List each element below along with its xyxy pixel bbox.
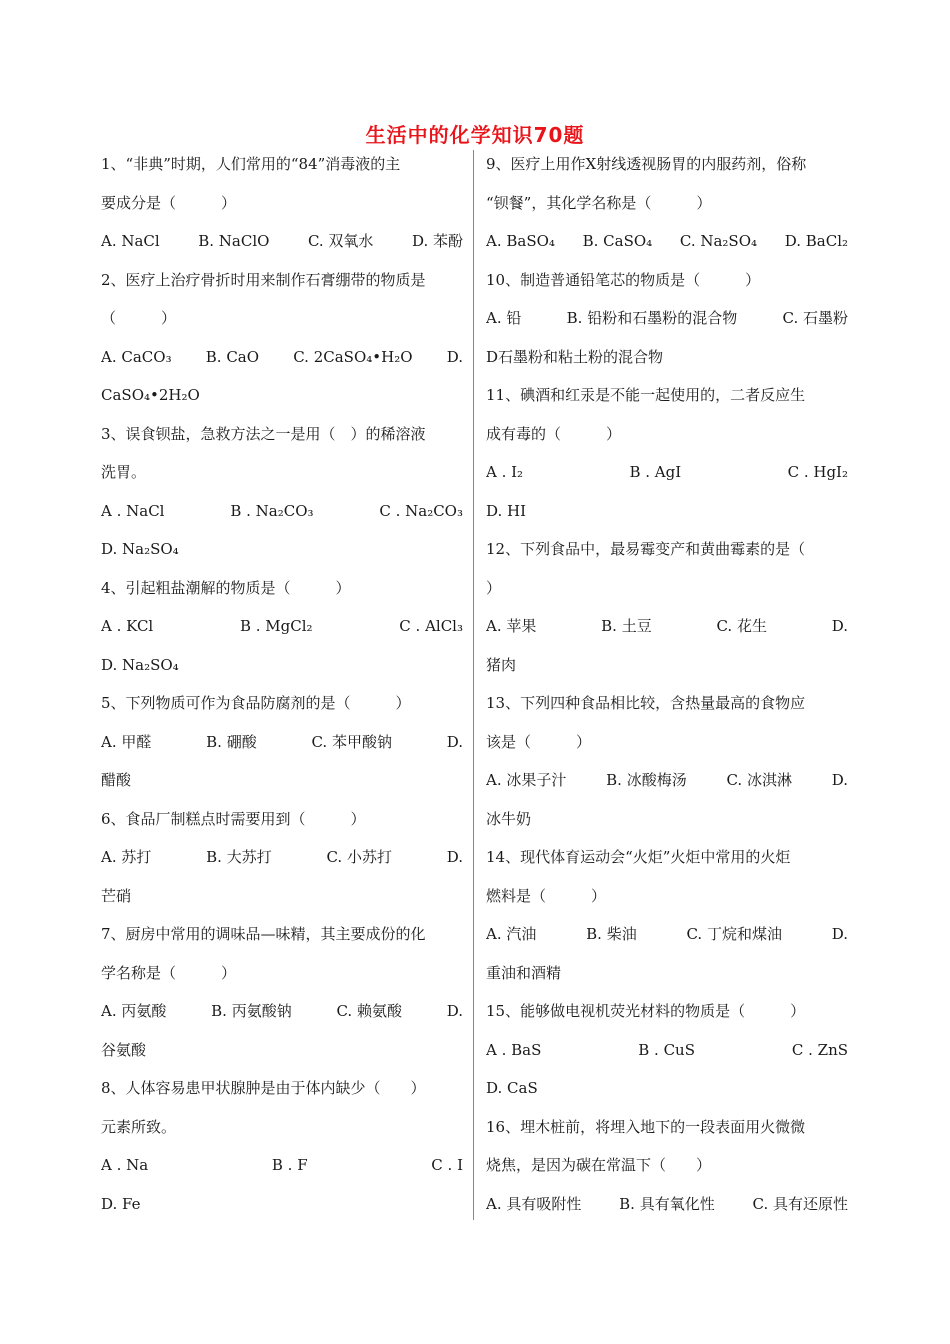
question-text: 元素所致。 (101, 1117, 177, 1136)
answer-options (486, 453, 848, 492)
question-text: 12、下列食品中，最易霉变产和黄曲霉素的是（ (486, 540, 806, 558)
option: A. 丙氨酸 (101, 1002, 167, 1020)
option: A. BaSO₄ (486, 232, 555, 250)
question-text: 猪肉 (486, 655, 517, 674)
question-text: 醋酸 (101, 771, 132, 789)
answer-options (486, 1031, 848, 1070)
question-text: 13、下列四种食品相比较，含热量最高的食物应 (486, 694, 806, 712)
option: D. 苯酚 (411, 232, 463, 250)
question-text: 4、引起粗盐潮解的物质是（ ） (101, 578, 351, 597)
option: D. (831, 771, 848, 789)
option: A . BaS (486, 1040, 542, 1059)
question-text: 11、碘酒和红汞是不能一起使用的，二者反应生 (486, 386, 806, 404)
question-text: 15、能够做电视机荧光材料的物质是（ ） (486, 1002, 806, 1020)
question-text: D. CaS (486, 1079, 538, 1097)
option: A . I₂ (486, 463, 524, 481)
question-text: 2、医疗上治疗骨折时用来制作石膏绷带的物质是 (101, 270, 426, 289)
option: A. NaCl (101, 232, 160, 250)
option: D. (831, 617, 848, 635)
answer-options (101, 838, 463, 877)
answer-options (486, 1185, 848, 1224)
option: B . F (271, 1156, 308, 1174)
option: D. (831, 925, 848, 943)
option: B. 铅粉和石墨粉的混合物 (566, 309, 738, 327)
question-text: 洗胃。 (101, 463, 147, 481)
option: B. 丙氨酸钠 (211, 1002, 292, 1020)
option: A. 冰果子汁 (486, 771, 567, 789)
answer-options (101, 492, 463, 531)
option: C . I (431, 1156, 463, 1174)
column-divider (473, 150, 474, 1220)
question-text: 冰牛奶 (486, 809, 532, 828)
option: C . Na₂CO₃ (379, 501, 463, 520)
option: C . AlCl₃ (399, 617, 463, 635)
question-text: 燃料是（ ） (486, 886, 607, 905)
option: B. 硼酸 (206, 732, 257, 751)
option: C. 2CaSO₄•H₂O (293, 347, 413, 366)
answer-options (486, 915, 848, 954)
question-text: 8、人体容易患甲状腺肿是由于体内缺少（ ） (101, 1079, 426, 1097)
question-text: D. Na₂SO₄ (101, 655, 179, 674)
option: B. 冰酸梅汤 (606, 771, 687, 789)
option: C. Na₂SO₄ (679, 232, 758, 250)
option: C. 具有还原性 (752, 1194, 848, 1213)
option: B. 柴油 (586, 925, 637, 943)
option: B. NaClO (198, 232, 270, 250)
option: A. CaCO₃ (101, 347, 172, 366)
page-title: 生活中的化学知识70题 (365, 123, 585, 147)
option: C. 双氧水 (307, 232, 374, 250)
question-text: 7、厨房中常用的调味品—味精，其主要成份的化 (101, 925, 426, 943)
answer-options (486, 222, 848, 261)
option: A. 苏打 (101, 848, 152, 866)
option: A. 苹果 (486, 617, 537, 635)
option: D. (446, 347, 463, 366)
option: B . CuS (638, 1040, 695, 1059)
option: B. CaSO₄ (582, 232, 653, 250)
option: A. 具有吸附性 (486, 1194, 582, 1213)
option: D. BaCl₂ (784, 232, 848, 250)
option: B . MgCl₂ (239, 617, 313, 635)
option: B. 土豆 (601, 617, 652, 635)
option: C. 花生 (716, 617, 767, 635)
question-text: CaSO₄•2H₂O (101, 386, 200, 404)
option: C. 赖氨酸 (336, 1002, 402, 1020)
answer-options (486, 761, 848, 800)
left-column (101, 145, 463, 1223)
question-text: 该是（ ） (486, 732, 592, 751)
option: A . KCl (101, 617, 154, 635)
option: B. 大苏打 (206, 848, 272, 866)
option: B . AgI (629, 463, 682, 481)
option: B . Na₂CO₃ (230, 501, 314, 520)
option: A. 铅 (486, 309, 522, 327)
answer-options (101, 723, 463, 762)
option: D. (446, 1002, 463, 1020)
option: C. 冰淇淋 (726, 771, 792, 789)
question-text: D. Fe (101, 1194, 141, 1213)
answer-options (101, 222, 463, 261)
question-text: 1、“非典”时期，人们常用的“84”消毒液的主 (101, 155, 401, 173)
answer-options (101, 338, 463, 377)
answer-options (101, 1146, 463, 1185)
option: C. 丁烷和煤油 (686, 925, 782, 943)
question-text: 谷氨酸 (101, 1040, 147, 1059)
question-text: 重油和酒精 (486, 963, 562, 982)
option: C. 苯甲酸钠 (311, 732, 392, 751)
question-text: 5、下列物质可作为食品防腐剂的是（ ） (101, 694, 411, 712)
option: A. 甲醛 (101, 732, 152, 751)
question-text: “钡餐”，其化学名称是（ ） (486, 193, 712, 212)
question-text: 6、食品厂制糕点时需要用到（ ） (101, 809, 366, 828)
option: C. 小苏打 (326, 848, 392, 866)
question-text: 学名称是（ ） (101, 963, 237, 982)
question-text: 要成分是（ ） (101, 193, 237, 212)
question-text: 芒硝 (101, 886, 132, 905)
question-text: 10、制造普通铅笔芯的物质是（ ） (486, 270, 761, 289)
option: B. 具有氧化性 (619, 1194, 715, 1213)
option: C . ZnS (791, 1040, 848, 1059)
option: B. CaO (205, 347, 260, 366)
question-text: 3、误食钡盐，急救方法之一是用（ ）的稀溶液 (101, 424, 426, 443)
question-text: （ ） (101, 309, 177, 327)
answer-options (101, 992, 463, 1031)
question-text: 烧焦，是因为碳在常温下（ ） (486, 1156, 712, 1174)
question-text: 14、现代体育运动会“火炬”火炬中常用的火炬 (486, 848, 791, 866)
question-text: ） (486, 578, 502, 597)
option: A . NaCl (101, 501, 165, 520)
answer-options (486, 607, 848, 646)
option: D. (446, 848, 463, 866)
option: A . Na (101, 1156, 149, 1174)
option: C. 石墨粉 (782, 309, 848, 327)
question-text: D. HI (486, 501, 527, 520)
question-text: 成有毒的（ ） (486, 424, 622, 443)
option: C . HgI₂ (787, 463, 848, 481)
option: D. (446, 732, 463, 751)
question-text: D石墨粉和粘土粉的混合物 (486, 347, 664, 366)
right-column (486, 145, 848, 1223)
option: A. 汽油 (486, 925, 537, 943)
question-text: D. Na₂SO₄ (101, 540, 179, 558)
answer-options (486, 299, 848, 338)
question-text: 9、医疗上用作X射线透视肠胃的内服药剂，俗称 (486, 155, 807, 173)
answer-options (101, 607, 463, 646)
question-text: 16、埋木桩前，将埋入地下的一段表面用火微微 (486, 1117, 806, 1136)
